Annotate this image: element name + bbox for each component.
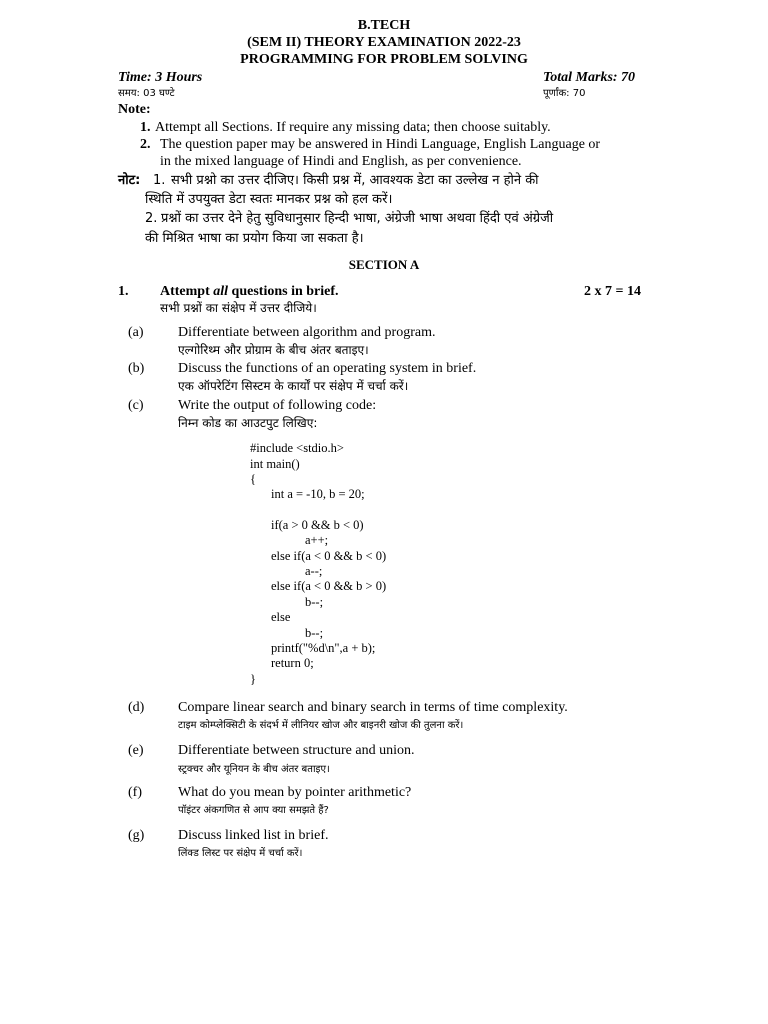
code-line: b--; xyxy=(305,595,324,609)
hindi-note-item-2-number: 2. xyxy=(145,211,158,226)
question-d-text: Compare linear search and binary search in terms of time complexity. xyxy=(178,700,568,715)
question-g-label: (g) xyxy=(128,828,145,843)
note-item-2-line1: The question paper may be answered in Hindi Language, English Language or xyxy=(160,137,601,152)
note-item-1-number: 1. xyxy=(140,120,151,135)
question-e-text: Differentiate between structure and union. xyxy=(178,743,415,758)
section-title: SECTION A xyxy=(348,257,420,272)
code-line: a++; xyxy=(305,533,329,547)
hindi-note-item-1-line2: स्थिति में उपयुक्त डेटा स्वतः मानकर प्रश्न को हल करें। xyxy=(145,192,393,207)
question-e-label: (e) xyxy=(128,743,144,758)
question-f-hindi: पॉइंटर अंकगणित से आप क्या समझते हैं? xyxy=(178,805,329,816)
question-a-hindi: एल्गोरिथ्म और प्रोग्राम के बीच अंतर बताइए। xyxy=(178,343,369,357)
question-b-text: Discuss the functions of an operating system in brief. xyxy=(178,361,477,376)
code-line: else if(a < 0 && b > 0) xyxy=(271,579,387,593)
question-b-label: (b) xyxy=(128,361,145,376)
question-heading-hindi: सभी प्रश्नों का संक्षेप में उत्तर दीजिये। xyxy=(160,301,317,315)
question-heading-prefix: Attempt xyxy=(160,284,214,299)
code-line: b--; xyxy=(305,626,324,640)
code-line: if(a > 0 && b < 0) xyxy=(271,518,364,532)
code-line: return 0; xyxy=(271,656,314,670)
time-label: Time: 3 Hours xyxy=(118,70,203,85)
marks-hindi: पूर्णांक: 70 xyxy=(543,88,586,99)
question-c-label: (c) xyxy=(128,398,144,413)
subject-title: PROGRAMMING FOR PROBLEM SOLVING xyxy=(240,52,528,67)
code-line: int a = -10, b = 20; xyxy=(271,487,365,501)
note-item-2-line2: in the mixed language of Hindi and English, as per convenience. xyxy=(160,154,522,169)
note-item-2-number: 2. xyxy=(140,137,151,152)
question-marks: 2 x 7 = 14 xyxy=(584,284,641,299)
hindi-note-title: नोट: xyxy=(118,173,141,188)
hindi-note-item-1-line1: सभी प्रश्नो का उत्तर दीजिए। किसी प्रश्न में, आवश्यक डेटा का उल्लेख न होने की xyxy=(171,173,539,188)
code-line: else xyxy=(271,610,291,624)
question-heading-suffix: questions in brief. xyxy=(228,284,339,299)
question-heading-emphasis: all xyxy=(213,284,229,299)
marks-label: Total Marks: 70 xyxy=(543,70,636,85)
note-title: Note: xyxy=(118,102,151,117)
question-a-text: Differentiate between algorithm and program. xyxy=(178,325,436,340)
question-d-label: (d) xyxy=(128,700,145,715)
code-line: #include <stdio.h> xyxy=(250,441,344,455)
course-title: B.TECH xyxy=(357,18,411,33)
question-b-hindi: एक ऑपरेटिंग सिस्टम के कार्यों पर संक्षेप में चर्चा करें। xyxy=(178,379,409,393)
note-item-1: Attempt all Sections. If require any missing data; then choose suitably. xyxy=(155,120,551,135)
question-c-text: Write the output of following code: xyxy=(178,398,377,413)
hindi-note-item-2-line2: की मिश्रित भाषा का प्रयोग किया जा सकता है। xyxy=(145,231,364,246)
question-f-label: (f) xyxy=(128,785,142,800)
code-line: int main() xyxy=(250,457,300,471)
question-a-label: (a) xyxy=(128,325,144,340)
hindi-note-item-1-number: 1. xyxy=(153,173,166,188)
question-g-hindi: लिंक्ड लिस्ट पर संक्षेप में चर्चा करें। xyxy=(178,848,303,859)
question-f-text: What do you mean by pointer arithmetic? xyxy=(178,785,412,800)
question-number: 1. xyxy=(118,284,129,299)
question-heading xyxy=(160,284,339,300)
question-c-hindi: निम्न कोड का आउटपुट लिखिए: xyxy=(178,416,318,430)
code-line: a--; xyxy=(305,564,323,578)
code-line: { xyxy=(250,472,256,486)
question-g-text: Discuss linked list in brief. xyxy=(178,828,329,843)
hindi-note-item-2-line1: प्रश्नों का उत्तर देने हेतु सुविधानुसार हिन्दी भाषा, अंग्रेजी भाषा अथवा हिंदी एवं अंग्रेजी xyxy=(161,211,554,226)
question-d-hindi: टाइम कोम्प्लेक्सिटी के संदर्भ में लीनियर खोज और बाइनरी खोज की तुलना करें। xyxy=(178,720,464,731)
code-line: } xyxy=(250,672,256,686)
question-e-hindi: स्ट्रक्चर और यूनियन के बीच अंतर बताइए। xyxy=(178,764,330,775)
code-line: else if(a < 0 && b < 0) xyxy=(271,549,387,563)
time-hindi: समय: 03 घण्टे xyxy=(118,88,175,99)
code-line: printf("%d\n",a + b); xyxy=(271,641,376,655)
exam-title: (SEM II) THEORY EXAMINATION 2022-23 xyxy=(247,35,521,50)
